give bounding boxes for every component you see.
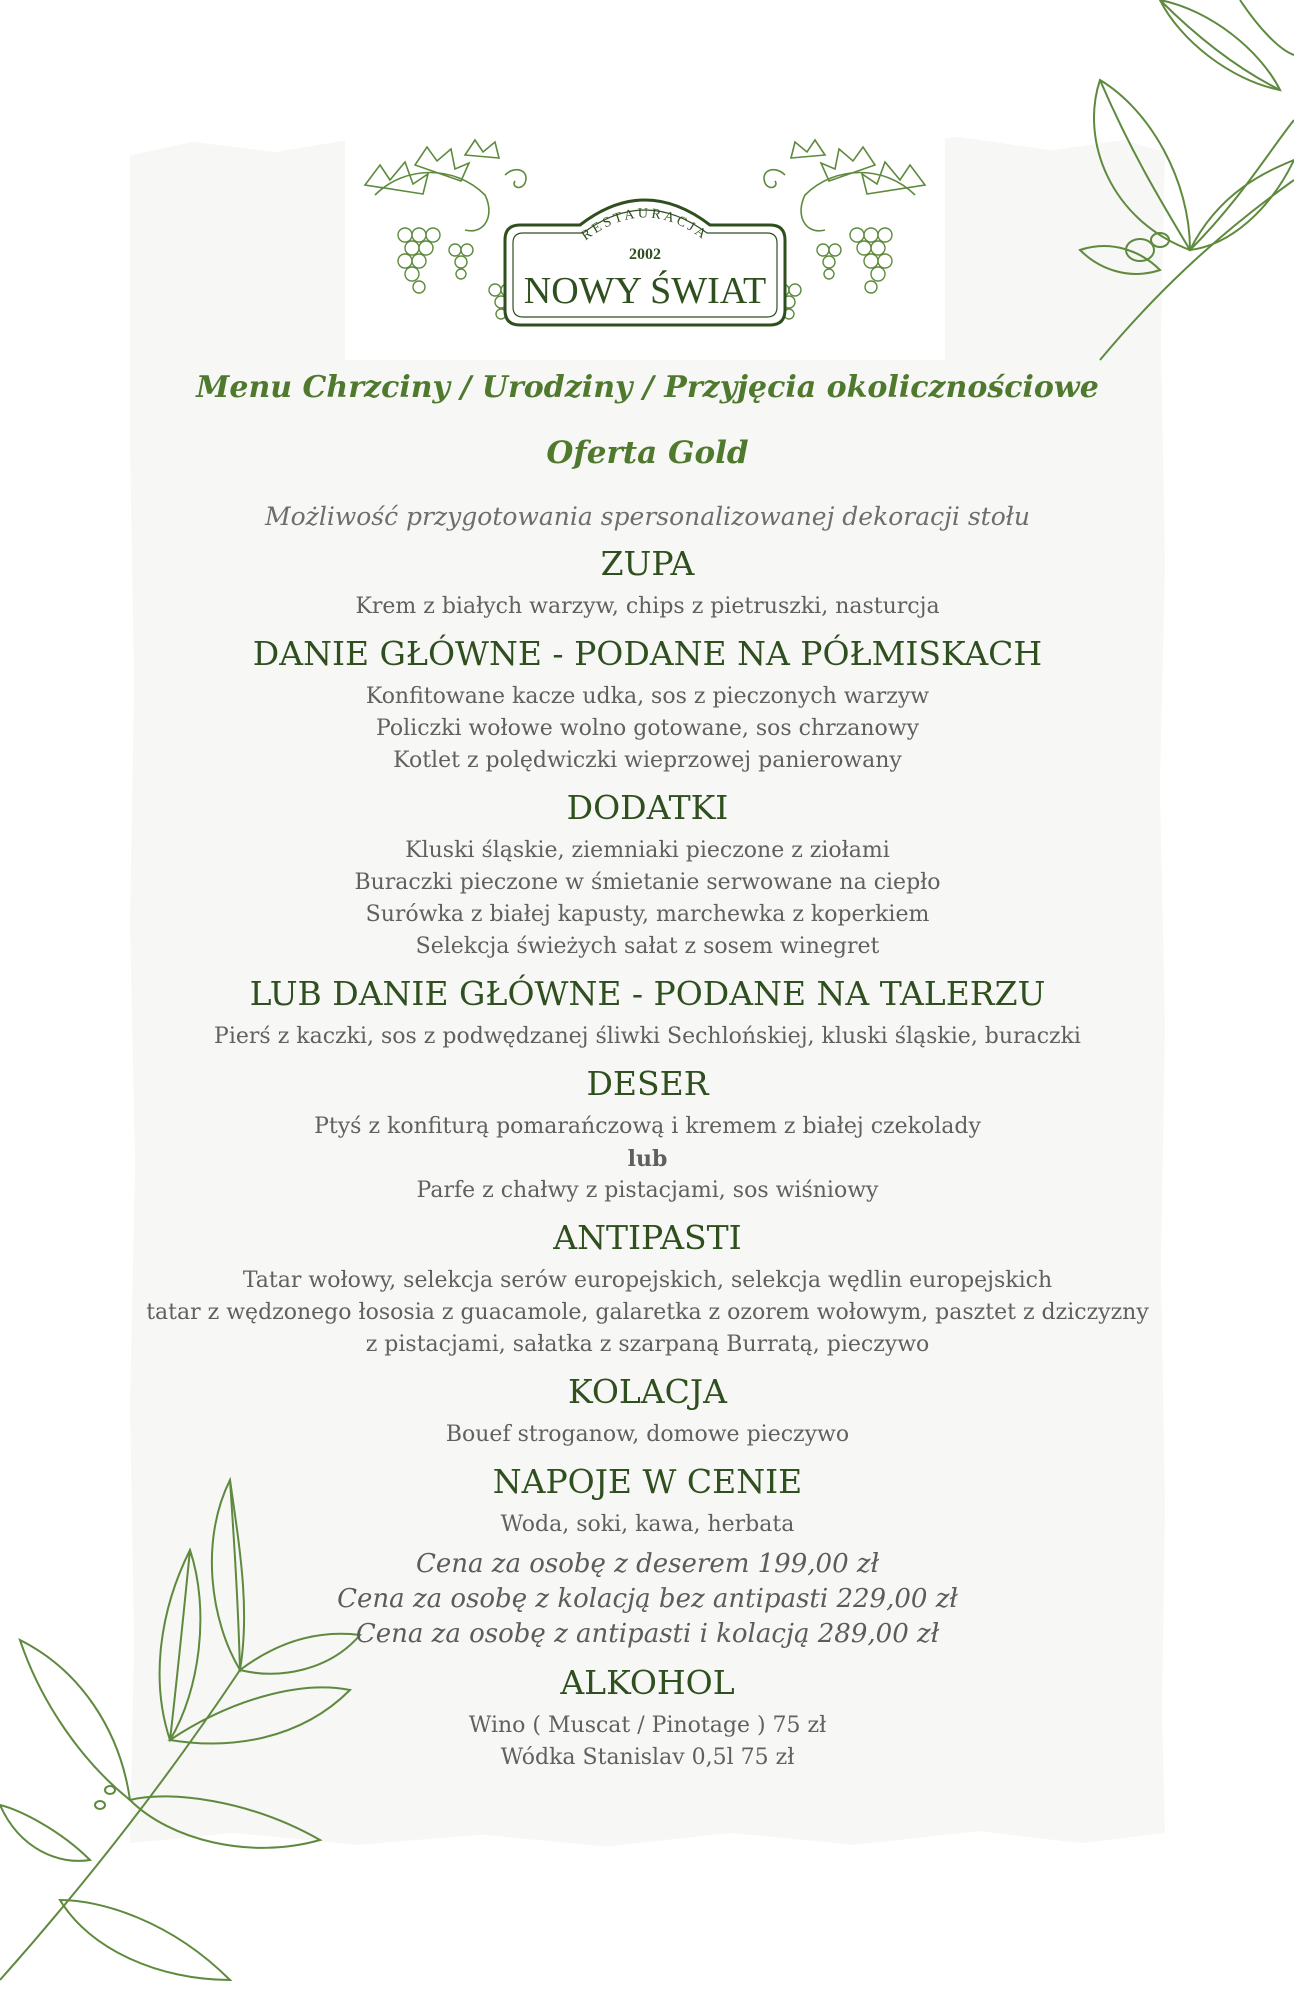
logo-name: NOWY ŚWIAT xyxy=(523,270,767,312)
menu-title: Menu Chrzciny / Urodziny / Przyjęcia okolicznościowe xyxy=(196,370,1099,405)
section-kolacja xyxy=(130,1369,1165,1451)
section-dodatki xyxy=(130,785,1165,963)
restaurant-logo xyxy=(345,135,945,360)
section-heading: LUB DANIE GŁÓWNE - PODANE NA TALERZU xyxy=(249,974,1046,1013)
menu-item: Parfe z chałwy z pistacjami, sos wiśniowy xyxy=(416,1178,879,1203)
menu-item: Konfitowane kacze udka, sos z pieczonych warzyw xyxy=(365,684,930,709)
offer-title: Oferta Gold xyxy=(546,435,749,471)
menu-item: Woda, soki, kawa, herbata xyxy=(500,1512,795,1537)
menu-item: Krem z białych warzyw, chips z pietruszki, nasturcja xyxy=(355,594,940,619)
section-alkohol xyxy=(130,1660,1165,1774)
menu-item: Kotlet z polędwiczki wieprzowej panierowany xyxy=(393,748,902,773)
menu-item: Wino ( Muscat / Pinotage ) 75 zł xyxy=(468,1713,827,1738)
section-napoje xyxy=(130,1459,1165,1541)
menu-content xyxy=(130,368,1165,1774)
section-deser xyxy=(130,1061,1165,1207)
section-heading: DESER xyxy=(586,1064,709,1103)
price-line: Cena za osobę z kolacją bez antipasti 229,00 zł xyxy=(337,1584,958,1614)
menu-item: Policzki wołowe wolno gotowane, sos chrzanowy xyxy=(375,716,920,741)
menu-item: tatar z wędzonego łososia z guacamole, galaretka z ozorem wołowym, pasztet z dziczyzny xyxy=(146,1300,1149,1325)
menu-item: Wódka Stanislav 0,5l 75 zł xyxy=(500,1745,795,1770)
section-danie-glowne-talerz xyxy=(130,971,1165,1053)
menu-item: Selekcja świeżych sałat z sosem winegret xyxy=(415,934,880,959)
price-line: Cena za osobę z deserem 199,00 zł xyxy=(415,1549,880,1579)
olive-branch-top-right-decoration xyxy=(1040,0,1294,370)
section-heading: DODATKI xyxy=(566,788,729,827)
menu-item: Tatar wołowy, selekcja serów europejskich, selekcja wędlin europejskich xyxy=(242,1268,1053,1293)
menu-item: z pistacjami, sałatka z szarpaną Burratą, pieczywo xyxy=(365,1332,930,1357)
section-heading: ZUPA xyxy=(600,544,695,583)
price-line: Cena za osobę z antipasti i kolacją 289,00 zł xyxy=(355,1619,940,1649)
section-antipasti xyxy=(130,1215,1165,1361)
logo-small-text: RESTAURACJA xyxy=(578,206,712,244)
section-zupa xyxy=(130,541,1165,623)
menu-item: Ptyś z konfiturą pomarańczową i kremem z białej czekolady xyxy=(314,1114,981,1139)
section-heading: ANTIPASTI xyxy=(553,1218,742,1257)
section-heading: ALKOHOL xyxy=(560,1663,735,1702)
menu-item: Buraczki pieczone w śmietanie serwowane na ciepło xyxy=(354,870,941,895)
menu-item: Pierś z kaczki, sos z podwędzanej śliwki Sechlońskiej, kluski śląskie, buraczki xyxy=(214,1024,1081,1049)
section-danie-glowne-polmiski xyxy=(130,631,1165,777)
section-heading: DANIE GŁÓWNE - PODANE NA PÓŁMISKACH xyxy=(252,634,1043,673)
section-heading: NAPOJE W CENIE xyxy=(492,1462,803,1501)
menu-item: Kluski śląskie, ziemniaki pieczone z ziołami xyxy=(405,838,890,863)
logo-year: 2002 xyxy=(629,246,661,263)
price-list xyxy=(130,1547,1165,1652)
section-heading: KOLACJA xyxy=(568,1372,727,1411)
menu-item: Surówka z białej kapusty, marchewka z koperkiem xyxy=(365,902,930,927)
menu-item-separator: lub xyxy=(627,1146,668,1172)
menu-item: Bouef stroganow, domowe pieczywo xyxy=(445,1422,850,1447)
decoration-note: Możliwość przygotowania spersonalizowanej dekoracji stołu xyxy=(265,502,1030,531)
